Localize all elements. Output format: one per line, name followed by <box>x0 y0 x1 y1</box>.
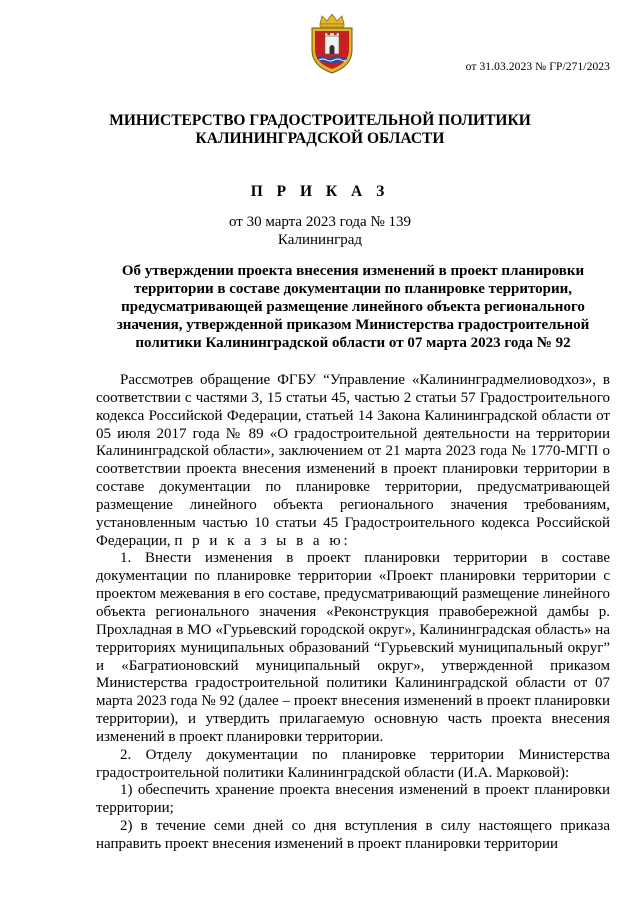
order-city: Калининград <box>277 232 363 248</box>
order-subject: Об утверждении проекта внесения изменений в проект планировки территории в составе документации по планировке территории, предусматривающей размещение линейного объекта регионального значения, утвержденной приказом Министерства градостроительной политики Калининградской области от 07 марта 2023 года № 92 <box>116 263 590 351</box>
order-title: П Р И К А З <box>250 183 390 200</box>
kaliningrad-coat-of-arms-icon <box>308 14 356 74</box>
order-body <box>96 372 610 854</box>
ministry-name <box>0 112 640 148</box>
item-2: 2. Отделу документации по планировке территории Министерства градостроительной политики Калининградской области (И.А. Марковой): <box>96 746 610 781</box>
ministry-name-line1: МИНИСТЕРСТВО ГРАДОСТРОИТЕЛЬНОЙ ПОЛИТИКИ <box>109 112 531 129</box>
preamble-paragraph <box>96 372 610 550</box>
order-word: п р и к а з ы в а ю: <box>174 532 351 549</box>
item-2-sub-1: 1) обеспечить хранение проекта внесения изменений в проект планировки территории; <box>96 782 610 817</box>
item-1: 1. Внести изменения в проект планировки территории в составе документации по планировке территории «Проект планировки территории с проектом межевания в его составе, предусматривающий размещение линейного объекта регионального значения «Реконструкция правобережной дамбы р. Прохладная в МО «Гурьевский городской округ», Калининградская область» на территориях муниципальных образований “Гурьевский муниципальный округ” и «Багратионовский муниципальный округ», утвержденной приказом Министерства градостроительной политики Калининградской области от 07 марта 2023 года № 92 (далее – проект внесения изменений в проект планировки территории), и утвердить прилагаемую основную часть проекта внесения изменений в проект планировки территории. <box>96 550 610 745</box>
item-2-sub-2: 2) в течение семи дней со дня вступления в силу настоящего приказа направить проект внесения изменений в проект планировки территории <box>96 818 610 852</box>
preamble-text: Рассмотрев обращение ФГБУ “Управление «Калининградмелиоводхоз», в соответствии с частями 3, 15 статьи 45, частью 2 статьи 57 Градостроительного кодекса Российской Федерации, статьей 14 Закона Калининградской области от 05 июля 2017 года № 89 «О градостроительной деятельности на территории Калининградской области», заключением от 21 марта 2023 года № 1770-МГП о соответствии проекта внесения изменений в проект планировки территории в составе документации по планировке территории, предусматривающей размещение линейного объекта регионального значения требованиям, установленным частью 10 статьи 45 Градостроительного кодекса Российской Федерации, <box>96 372 610 549</box>
order-date-block <box>0 213 640 249</box>
registration-number: от 31.03.2023 № ГР/271/2023 <box>465 61 610 73</box>
order-date: от 30 марта 2023 года № 139 <box>228 214 412 230</box>
ministry-name-line2: КАЛИНИНГРАДСКОЙ ОБЛАСТИ <box>195 130 445 147</box>
